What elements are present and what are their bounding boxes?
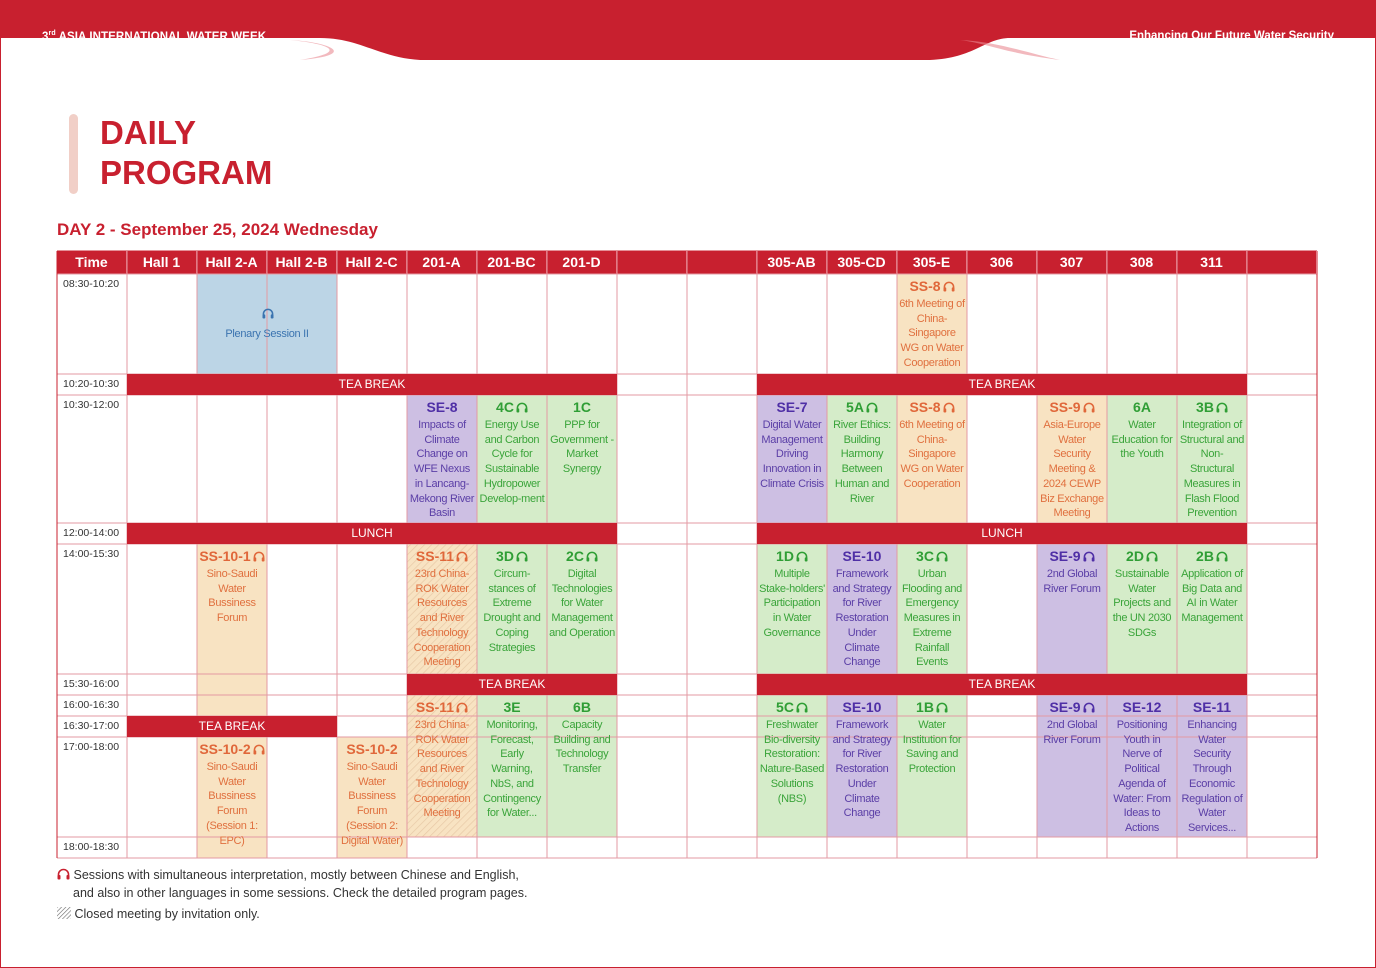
- session-title: Sino-Saudi Water Bussiness Forum (Session 2: Digital Water): [340, 761, 403, 847]
- headphone-icon: [454, 699, 468, 715]
- session-card[interactable]: [547, 395, 617, 523]
- session-code: SS-8: [899, 399, 965, 415]
- session-title: Water Institution for Saving and Protection: [902, 719, 962, 776]
- headphone-icon: [1081, 699, 1095, 715]
- session-title: 23rd China-ROK Water Resources and River Technology Cooperation Meeting: [413, 568, 471, 669]
- session-code: SS-11: [409, 548, 475, 564]
- column-header: Time: [57, 251, 127, 274]
- column-header: 201-D: [547, 251, 617, 274]
- break-bar: TEA BREAK: [127, 374, 617, 395]
- column-header: 306: [967, 251, 1037, 274]
- break-bar: LUNCH: [757, 523, 1247, 544]
- headphone-icon: [941, 278, 955, 294]
- time-slot: 14:00-15:30: [63, 548, 120, 560]
- session-title: Water Education for the Youth: [1111, 419, 1173, 461]
- session-title: Impacts of Climate Change on WFE Nexus in Lancang-Mekong River Basin: [409, 419, 475, 520]
- headphone-icon: [794, 548, 808, 564]
- session-title: Circum-stances of Extreme Drought and Coping Strategies: [483, 568, 541, 654]
- time-slot: 10:20-10:30: [63, 378, 120, 390]
- break-bar: TEA BREAK: [127, 716, 337, 737]
- session-title: Freshwater Bio-diversity Restoration: Nature-Based Solutions (NBS): [759, 719, 825, 805]
- headphone-icon: [1144, 548, 1158, 564]
- session-title: Integration of Structural and Non-Structural Measures in Flash Flood Prevention: [1179, 419, 1245, 520]
- session-title: Energy Use and Carbon Cycle for Sustainable Hydropower Develop-ment: [479, 419, 545, 505]
- session-code: SE-12: [1122, 699, 1162, 715]
- session-code: 1C: [573, 399, 591, 415]
- session-card[interactable]: [897, 274, 967, 374]
- session-code: SS-8: [899, 278, 965, 294]
- session-title: Digital Water Management Driving Innovation in Climate Crisis: [760, 419, 824, 490]
- headphone-icon: [514, 399, 528, 415]
- time-slot: 08:30-10:20: [63, 278, 120, 290]
- session-card[interactable]: [757, 395, 827, 523]
- session-code: 3E: [503, 699, 521, 715]
- column-header: 305-CD: [827, 251, 897, 274]
- time-slot: 12:00-14:00: [63, 527, 120, 539]
- session-title: Sino-Saudi Water Bussiness Forum: [206, 568, 258, 625]
- session-code: SE-9: [1039, 548, 1105, 564]
- session-code: SS-10-2: [199, 741, 265, 757]
- session-code: SE-8: [426, 399, 458, 415]
- column-header: [1247, 251, 1317, 274]
- session-title: PPP for Government -Market Synergy: [550, 419, 614, 476]
- session-card[interactable]: [827, 544, 897, 674]
- session-title: Plenary Session II: [225, 327, 309, 340]
- session-code: 3D: [479, 548, 545, 564]
- session-code: SE-9: [1039, 699, 1105, 715]
- time-slot: 10:30-12:00: [63, 399, 120, 411]
- session-title: Positioning Youth in Nerve of Political Agenda of Water: From Ideas to Actions: [1113, 719, 1171, 834]
- session-code: 1D: [759, 548, 825, 564]
- column-header: 305-E: [897, 251, 967, 274]
- session-title: Multiple Stake-holders' Participation in Water Governance: [759, 568, 825, 639]
- column-header: Hall 2-C: [337, 251, 407, 274]
- session-card[interactable]: [1037, 544, 1107, 695]
- session-code: 2C: [549, 548, 615, 564]
- event-name: 3rd ASIA INTERNATIONAL WATER WEEK: [42, 30, 267, 43]
- headphone-icon: [197, 308, 337, 323]
- headphone-icon: [1081, 399, 1095, 415]
- session-code: 3C: [899, 548, 965, 564]
- session-card[interactable]: [477, 695, 547, 837]
- session-card[interactable]: [827, 395, 897, 523]
- session-card[interactable]: [897, 395, 967, 523]
- session-card[interactable]: [827, 695, 897, 837]
- column-header: 201-BC: [477, 251, 547, 274]
- session-title: Asia-Europe Water Security Meeting & 2024 CEWP Biz Exchange Meeting: [1040, 419, 1104, 520]
- session-title: Sino-Saudi Water Bussiness Forum (Session 1: EPC): [206, 761, 258, 847]
- session-card[interactable]: [1177, 695, 1247, 837]
- session-card[interactable]: [407, 544, 477, 674]
- session-card[interactable]: [1107, 544, 1177, 674]
- session-code: 6B: [573, 699, 591, 715]
- session-code: 1B: [899, 699, 965, 715]
- column-header: 311: [1177, 251, 1247, 274]
- session-title: 6th Meeting of China-Singapore WG on Water Cooperation: [899, 419, 965, 490]
- legend-interpretation-2: and also in other languages in some sessions. Check the detailed program pages.: [73, 886, 528, 900]
- session-card[interactable]: [407, 695, 477, 837]
- legend-closed: Closed meeting by invitation only.: [57, 907, 260, 922]
- session-code: 3B: [1179, 399, 1245, 415]
- session-title: Digital Technologies for Water Management and Operation: [549, 568, 615, 639]
- session-card[interactable]: [547, 695, 617, 837]
- session-card[interactable]: [197, 544, 267, 716]
- day-label: DAY 2 - September 25, 2024 Wednesday: [57, 220, 378, 239]
- headphone-icon: [934, 548, 948, 564]
- event-slogan: Enhancing Our Future Water Security: [1129, 30, 1334, 42]
- time-slot: 18:00-18:30: [63, 841, 120, 853]
- session-code: SS-10-1: [199, 548, 265, 564]
- time-slot: 16:30-17:00: [63, 720, 120, 732]
- headphone-icon: [864, 399, 878, 415]
- session-card[interactable]: [1177, 395, 1247, 523]
- headphone-icon: [941, 399, 955, 415]
- headphone-icon: [934, 699, 948, 715]
- session-code: 6A: [1133, 399, 1151, 415]
- session-card[interactable]: [197, 737, 267, 858]
- legend-interpretation: Sessions with simultaneous interpretation, mostly between Chinese and English,: [57, 868, 519, 883]
- session-title: Sustainable Water Projects and the UN 2030 SDGs: [1112, 568, 1172, 639]
- column-header: [617, 251, 687, 274]
- headphone-icon: [251, 548, 265, 564]
- session-title: 2nd Global River Forum: [1043, 568, 1101, 595]
- session-card[interactable]: [197, 274, 337, 374]
- session-title: Monitoring, Forecast, Early Warning, NbS, and Contingency for Water...: [483, 719, 541, 820]
- headphone-icon: [1081, 548, 1095, 564]
- break-bar: TEA BREAK: [407, 674, 617, 695]
- session-card[interactable]: [897, 695, 967, 837]
- break-bar: TEA BREAK: [757, 374, 1247, 395]
- session-title: Enhancing Water Security Through Economic Regulation of Water Services...: [1181, 719, 1243, 834]
- column-header: 305-AB: [757, 251, 827, 274]
- session-code: SS-11: [409, 699, 475, 715]
- headphone-icon: [584, 548, 598, 564]
- page-title: DAILY PROGRAM: [100, 114, 273, 191]
- column-header: 307: [1037, 251, 1107, 274]
- session-code: 4C: [479, 399, 545, 415]
- session-code: 2B: [1179, 548, 1245, 564]
- headphone-icon: [1214, 399, 1228, 415]
- session-card[interactable]: [1107, 695, 1177, 837]
- session-code: SS-10-2: [346, 741, 398, 757]
- column-header: 308: [1107, 251, 1177, 274]
- headphone-icon: [57, 868, 70, 883]
- break-bar: LUNCH: [127, 523, 617, 544]
- session-code: 5C: [759, 699, 825, 715]
- session-card[interactable]: [757, 695, 827, 837]
- session-code: SE-10: [842, 699, 882, 715]
- session-code: 5A: [829, 399, 895, 415]
- headphone-icon: [251, 741, 265, 757]
- session-title: Urban Flooding and Emergency Measures in Extreme Rainfall Events: [901, 568, 962, 669]
- session-title: Capacity Building and Technology Transfer: [553, 719, 611, 776]
- session-code: SE-7: [776, 399, 808, 415]
- session-title: 2nd Global River Forum: [1043, 719, 1101, 746]
- column-header: Hall 2-A: [197, 251, 267, 274]
- session-title: 6th Meeting of China-Singapore WG on Water Cooperation: [899, 298, 965, 369]
- session-title: Framework and Strategy for River Restoration Under Climate Change: [832, 719, 892, 820]
- session-title: Application of Big Data and AI in Water Management: [1181, 568, 1243, 625]
- column-header: [687, 251, 757, 274]
- session-card[interactable]: [1037, 695, 1107, 837]
- headphone-icon: [514, 548, 528, 564]
- session-card[interactable]: [1037, 395, 1107, 523]
- break-bar: TEA BREAK: [757, 674, 1247, 695]
- hatch-icon: [57, 907, 71, 922]
- column-header: Hall 1: [127, 251, 197, 274]
- session-title: River Ethics: Building Harmony Between Human and River: [833, 419, 891, 505]
- session-card[interactable]: [547, 544, 617, 674]
- session-card[interactable]: [1177, 544, 1247, 674]
- session-card[interactable]: [477, 395, 547, 523]
- session-card[interactable]: [1107, 395, 1177, 523]
- session-title: Framework and Strategy for River Restoration Under Climate Change: [832, 568, 892, 669]
- time-slot: 15:30-16:00: [63, 678, 120, 690]
- column-header: 201-A: [407, 251, 477, 274]
- time-slot: 16:00-16:30: [63, 699, 120, 711]
- session-card[interactable]: [337, 737, 407, 858]
- headphone-icon: [454, 548, 468, 564]
- session-title: 23rd China-ROK Water Resources and River Technology Cooperation Meeting: [413, 719, 471, 820]
- session-code: SE-11: [1192, 699, 1232, 715]
- session-code: SS-9: [1039, 399, 1105, 415]
- time-slot: 17:00-18:00: [63, 741, 120, 753]
- session-card[interactable]: [897, 544, 967, 674]
- session-card[interactable]: [757, 544, 827, 674]
- session-code: SE-10: [842, 548, 882, 564]
- session-code: 2D: [1109, 548, 1175, 564]
- column-header: Hall 2-B: [267, 251, 337, 274]
- headphone-icon: [794, 699, 808, 715]
- session-card[interactable]: [407, 395, 477, 523]
- session-card[interactable]: [477, 544, 547, 674]
- headphone-icon: [1214, 548, 1228, 564]
